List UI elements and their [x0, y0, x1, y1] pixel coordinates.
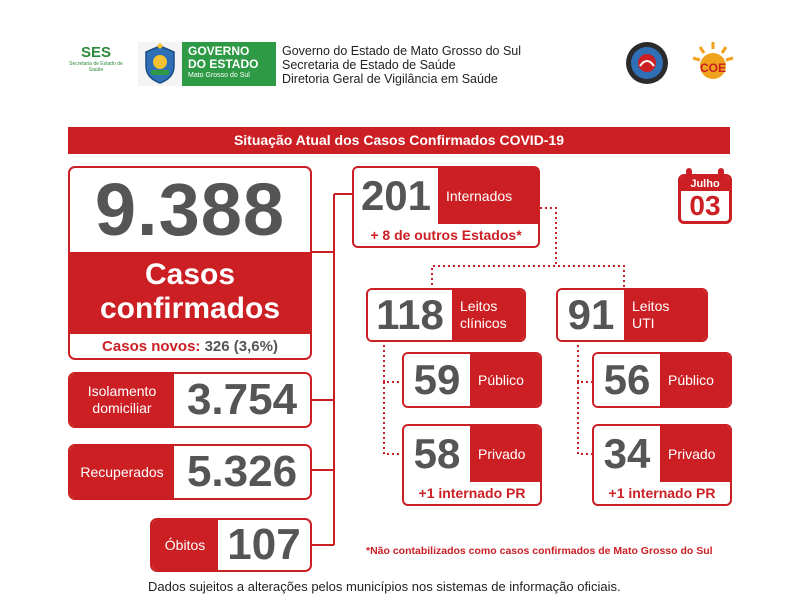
new-cases-value: 326 (3,6%): [204, 338, 278, 355]
isolation-value: 3.754: [186, 375, 298, 424]
calendar-month: Julho: [681, 177, 729, 191]
coe-label: COE: [699, 61, 727, 75]
icu-public-value: 56: [594, 354, 660, 406]
confirmed-cases-card: [68, 166, 312, 360]
header-text: [282, 44, 521, 86]
header-line-2: Secretaria de Estado de Saúde: [282, 58, 456, 72]
clinical-public-value: 59: [404, 354, 470, 406]
gov-line-1: GOVERNO: [188, 44, 250, 58]
icu-beds-label-2: UTI: [632, 315, 655, 331]
icu-private-card: [592, 424, 732, 506]
government-label: [182, 42, 276, 86]
clinical-beds-label-1: Leitos: [460, 298, 498, 314]
clinical-private-value: 58: [413, 430, 461, 477]
ses-title: SES: [80, 44, 111, 61]
clinical-beds-label-2: clínicos: [460, 315, 507, 331]
icu-beds-value: 91: [558, 290, 624, 340]
deaths-value: 107: [227, 520, 301, 569]
icu-private-label: Privado: [660, 426, 730, 482]
solid-connectors: [312, 194, 352, 545]
hospitalized-value: 201: [354, 168, 438, 224]
header-line-3: Diretoria Geral de Vigilância em Saúde: [282, 72, 498, 86]
icu-public-label: Público: [660, 354, 730, 406]
deaths-card: [150, 518, 312, 572]
clinical-private-note: +1 internado PR: [418, 485, 526, 501]
new-cases-label: Casos novos:: [102, 338, 201, 355]
government-logo: [138, 42, 276, 86]
ses-subtitle-2: Saúde: [88, 67, 104, 73]
icu-beds-label: [624, 290, 706, 340]
state-crest-icon: [138, 42, 182, 86]
confirmed-label-block: [70, 252, 310, 334]
clinical-beds-value: 118: [368, 290, 452, 340]
isolation-card: [68, 372, 312, 428]
confirmed-total: 9.388: [94, 168, 286, 251]
clinical-private-label: Privado: [470, 426, 540, 482]
deaths-label: Óbitos: [152, 520, 218, 570]
isolation-label-1: Isolamento: [87, 383, 157, 399]
hospitalized-card: [352, 166, 540, 248]
header-line-1: Governo do Estado de Mato Grosso do Sul: [282, 44, 522, 58]
ses-logo: [66, 44, 126, 84]
isolation-label-2: domiciliar: [92, 400, 152, 416]
gov-line-3: Mato Grosso do Sul: [188, 72, 250, 79]
footnote: *Não contabilizados como casos confirmados de Mato Grosso do Sul: [366, 545, 713, 557]
calendar-icon: [676, 168, 734, 226]
recovered-value: 5.326: [186, 447, 298, 496]
sun-icon: [690, 40, 736, 86]
icu-private-value: 34: [603, 430, 651, 477]
recovered-card: [68, 444, 312, 500]
clinical-beds-label: [452, 290, 524, 340]
icu-beds-card: [556, 288, 708, 342]
hospitalized-note: + 8 de outros Estados*: [354, 224, 538, 246]
new-cases: [70, 336, 310, 358]
clinical-public-label: Público: [470, 354, 540, 406]
clinical-private-card: [402, 424, 542, 506]
section-banner: Situação Atual dos Casos Confirmados COVID-19: [68, 127, 730, 154]
gov-line-2: DO ESTADO: [188, 57, 259, 71]
isolation-label: [70, 374, 174, 426]
clinical-beds-card: [366, 288, 526, 342]
confirmed-label-2: confirmados: [99, 292, 281, 325]
hospitalized-label: Internados: [446, 188, 513, 204]
ses-subtitle-1: Secretaria de Estado de: [69, 61, 123, 67]
disclaimer: Dados sujeitos a alterações pelos municípios nos sistemas de informação oficiais.: [148, 579, 621, 594]
coe-logo: [690, 40, 736, 86]
icu-private-note: +1 internado PR: [608, 485, 716, 501]
calendar-day: 03: [689, 190, 721, 221]
recovered-label: Recuperados: [70, 446, 174, 498]
icu-public-card: [592, 352, 732, 408]
circular-seal-logo: [624, 40, 670, 86]
clinical-public-card: [402, 352, 542, 408]
confirmed-label-1: Casos: [144, 258, 236, 291]
icu-beds-label-1: Leitos: [632, 298, 670, 314]
